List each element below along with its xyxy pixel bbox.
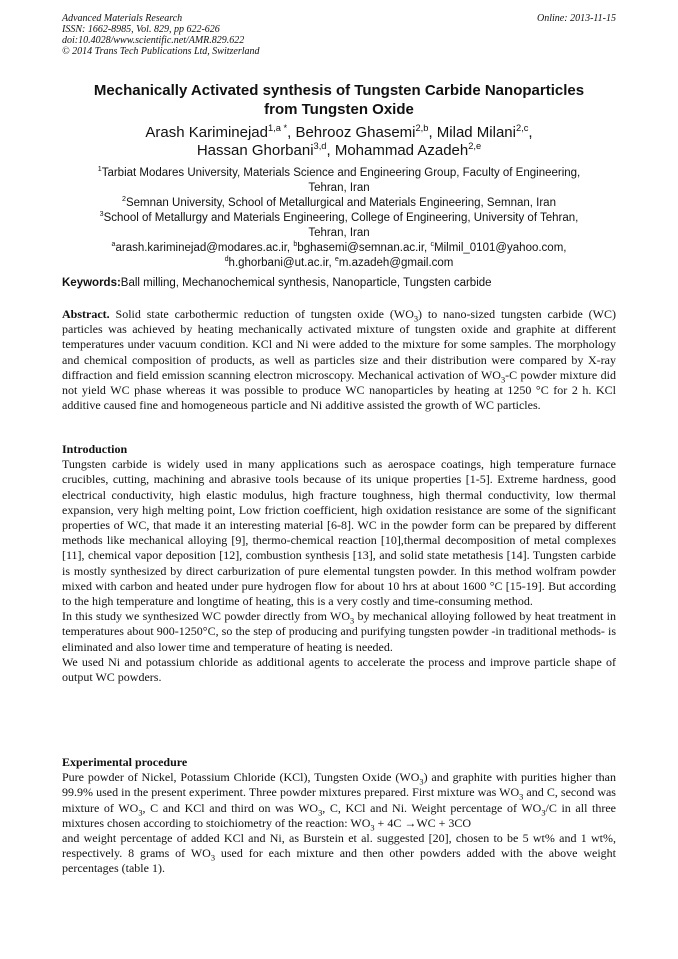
experimental-section [62, 755, 616, 877]
paragraph: and weight percentage of added KCl and Ni, as Burstein et al. suggested [20], chosen to be 5 wt% and 1 wt%, respectively. 8 grams of $WO_3$ used for each mixture and then other powders added with the above weight percentages (table 1). [62, 831, 616, 876]
affiliations [40, 166, 638, 271]
issn: ISSN: 1662-8985, Vol. 829, pp 622-626 [62, 24, 220, 35]
email-line: $^d$h.ghorbani@ut.ac.ir, $^e$m.azadeh@gmail.com [224, 255, 454, 269]
email[interactable]: h.ghorbani@ut.ac.ir, [228, 257, 335, 269]
paragraph: In this study we synthesized WC powder directly from $WO_3$ by mechanical alloying followed by heat treatment in temperatures about 900-1250°C, so the step of producing and purifying tungsten powder -in traditional methods- is eliminated and also lower time and temperature of heating is needed. [62, 609, 617, 654]
paragraph: We used Ni and potassium chloride as additional agents to accelerate the process and improve particle shape of output WC powders. [62, 654, 616, 685]
author: Behrooz Ghasemi [295, 124, 416, 141]
affiliation: Tehran, Iran [308, 227, 370, 239]
paper-title: Mechanically Activated synthesis of Tungsten Carbide Nanoparticles from Tungsten Oxide [93, 82, 585, 118]
email[interactable]: arash.kariminejad@modares.ac.ir, [115, 242, 294, 254]
introduction-section [62, 442, 616, 685]
section-heading: Introduction [62, 442, 128, 456]
doi: doi:10.4028/www.scientific.net/AMR.829.622 [62, 35, 245, 46]
abstract-label: Abstract. [62, 307, 110, 321]
email[interactable]: Milmil_0101@yahoo.com, [434, 242, 567, 254]
author-list: Arash Kariminejad$^{1,a *}$, Behrooz Ghasemi$^{2,b}$, Milad Milani$^{2,c}$, Hassan Ghorbani$^{3,d}$, Mohammad Azadeh$^{2,e}$ [145, 123, 533, 159]
affiliation: $^1$Tarbiat Modares University, Materials Science and Engineering Group, Faculty of Engineering, [97, 165, 581, 179]
affiliation: $^2$Semnan University, School of Metallurgical and Materials Engineering, Semnan, Iran [122, 195, 556, 209]
keywords-text: Ball milling, Mechanochemical synthesis, Nanoparticle, Tungsten carbide [120, 277, 492, 289]
author: Milad Milani [436, 124, 516, 141]
journal-header [62, 13, 260, 57]
copyright: © 2014 Trans Tech Publications Ltd, Switzerland [62, 46, 260, 57]
keywords-label: Keywords: [62, 277, 121, 289]
keywords [62, 276, 622, 291]
author: Mohammad Azadeh [334, 142, 469, 159]
journal-name: Advanced Materials Research [62, 13, 183, 24]
section-heading: Experimental procedure [62, 755, 188, 769]
paragraph: Pure powder of Nickel, Potassium Chloride (KCl), Tungsten Oxide $(WO_3)$ and graphite with purities higher than 99.9% used in the present experiment. Three powder mixtures prepared. First mixture was $WO_3$ and C, second was mixture of $WO_3$, C and KCl and third on was $WO_3$, C, KCl and Ni. Weight percentage of $WO_3/C$ in all three mixtures chosen according to stoichiometry of the reaction: $WO_3 + 4C \to WC + 3CO$ [62, 770, 616, 833]
affiliation: Tehran, Iran [308, 182, 370, 194]
email[interactable]: bghasemi@semnan.ac.ir, [297, 242, 431, 254]
email-line: $^a$arash.kariminejad@modares.ac.ir, $^b$bghasemi@semnan.ac.ir, $^c$Milmil_0101@yahoo.com, [111, 240, 567, 254]
abstract: Abstract. Solid state carbothermic reduction of tungsten oxide $(WO_3)$ to nano-sized tungsten carbide (WC) particles was achieved by heating mechanically activated mixture of tungsten oxide and graphite at different temperatures under vacuum condition. KCl and Ni were added to the mixture for some samples. The morphology and chemical composition of products, as well as particles size and their distribution were compared by X-ray diffraction and field emission scanning electron microscopy. Mechanical activation of $WO_3-C$ powder mixture did not yield WC phase whereas it was possible to produce WC nanoparticles by heating at 1250 °C for 2 h. KCl additive caused fine and homogeneous particle and Ni additive assisted the growth of WC particles. [62, 307, 616, 413]
email[interactable]: m.azadeh@gmail.com [338, 257, 454, 269]
paragraph: Tungsten carbide is widely used in many applications such as aerospace coatings, high temperature furnace crucibles, cutting, machining and abrasive tools because of its unique properties [1-5]. Extreme hardness, good electrical conductivity, high elastic modulus, high fracture toughness, high thermal conductivity, low thermal expansion, very high melting point, Low friction coefficient, high oxidation resistance are some of the significant properties of WC, that made it an interesting material [6-8]. WC in the powder form can be prepared by different methods like mechanical alloying [9], thermo-chemical reaction [10],thermal decomposition of metal complexes [11], chemical vapor deposition [12], combustion synthesis [13], and solid state metathesis [14]. Tungsten carbide is mostly synthesized by direct carburization of pure elemental tungsten powder. In this method wolfram powder mixed with carbon and heated under pure hydrogen flow for about 10 hrs at about 1600 °C [15-19]. But according to the high temperature and longtime of heating, this is a very costly and time-consuming method. [62, 457, 616, 609]
affiliation: $^3$School of Metallurgy and Materials Engineering, College of Engineering, University of Tehran, [99, 210, 579, 224]
online-date: Online: 2013-11-15 [537, 13, 616, 24]
author: Arash Kariminejad [145, 124, 268, 141]
author: Hassan Ghorbani [196, 142, 314, 159]
